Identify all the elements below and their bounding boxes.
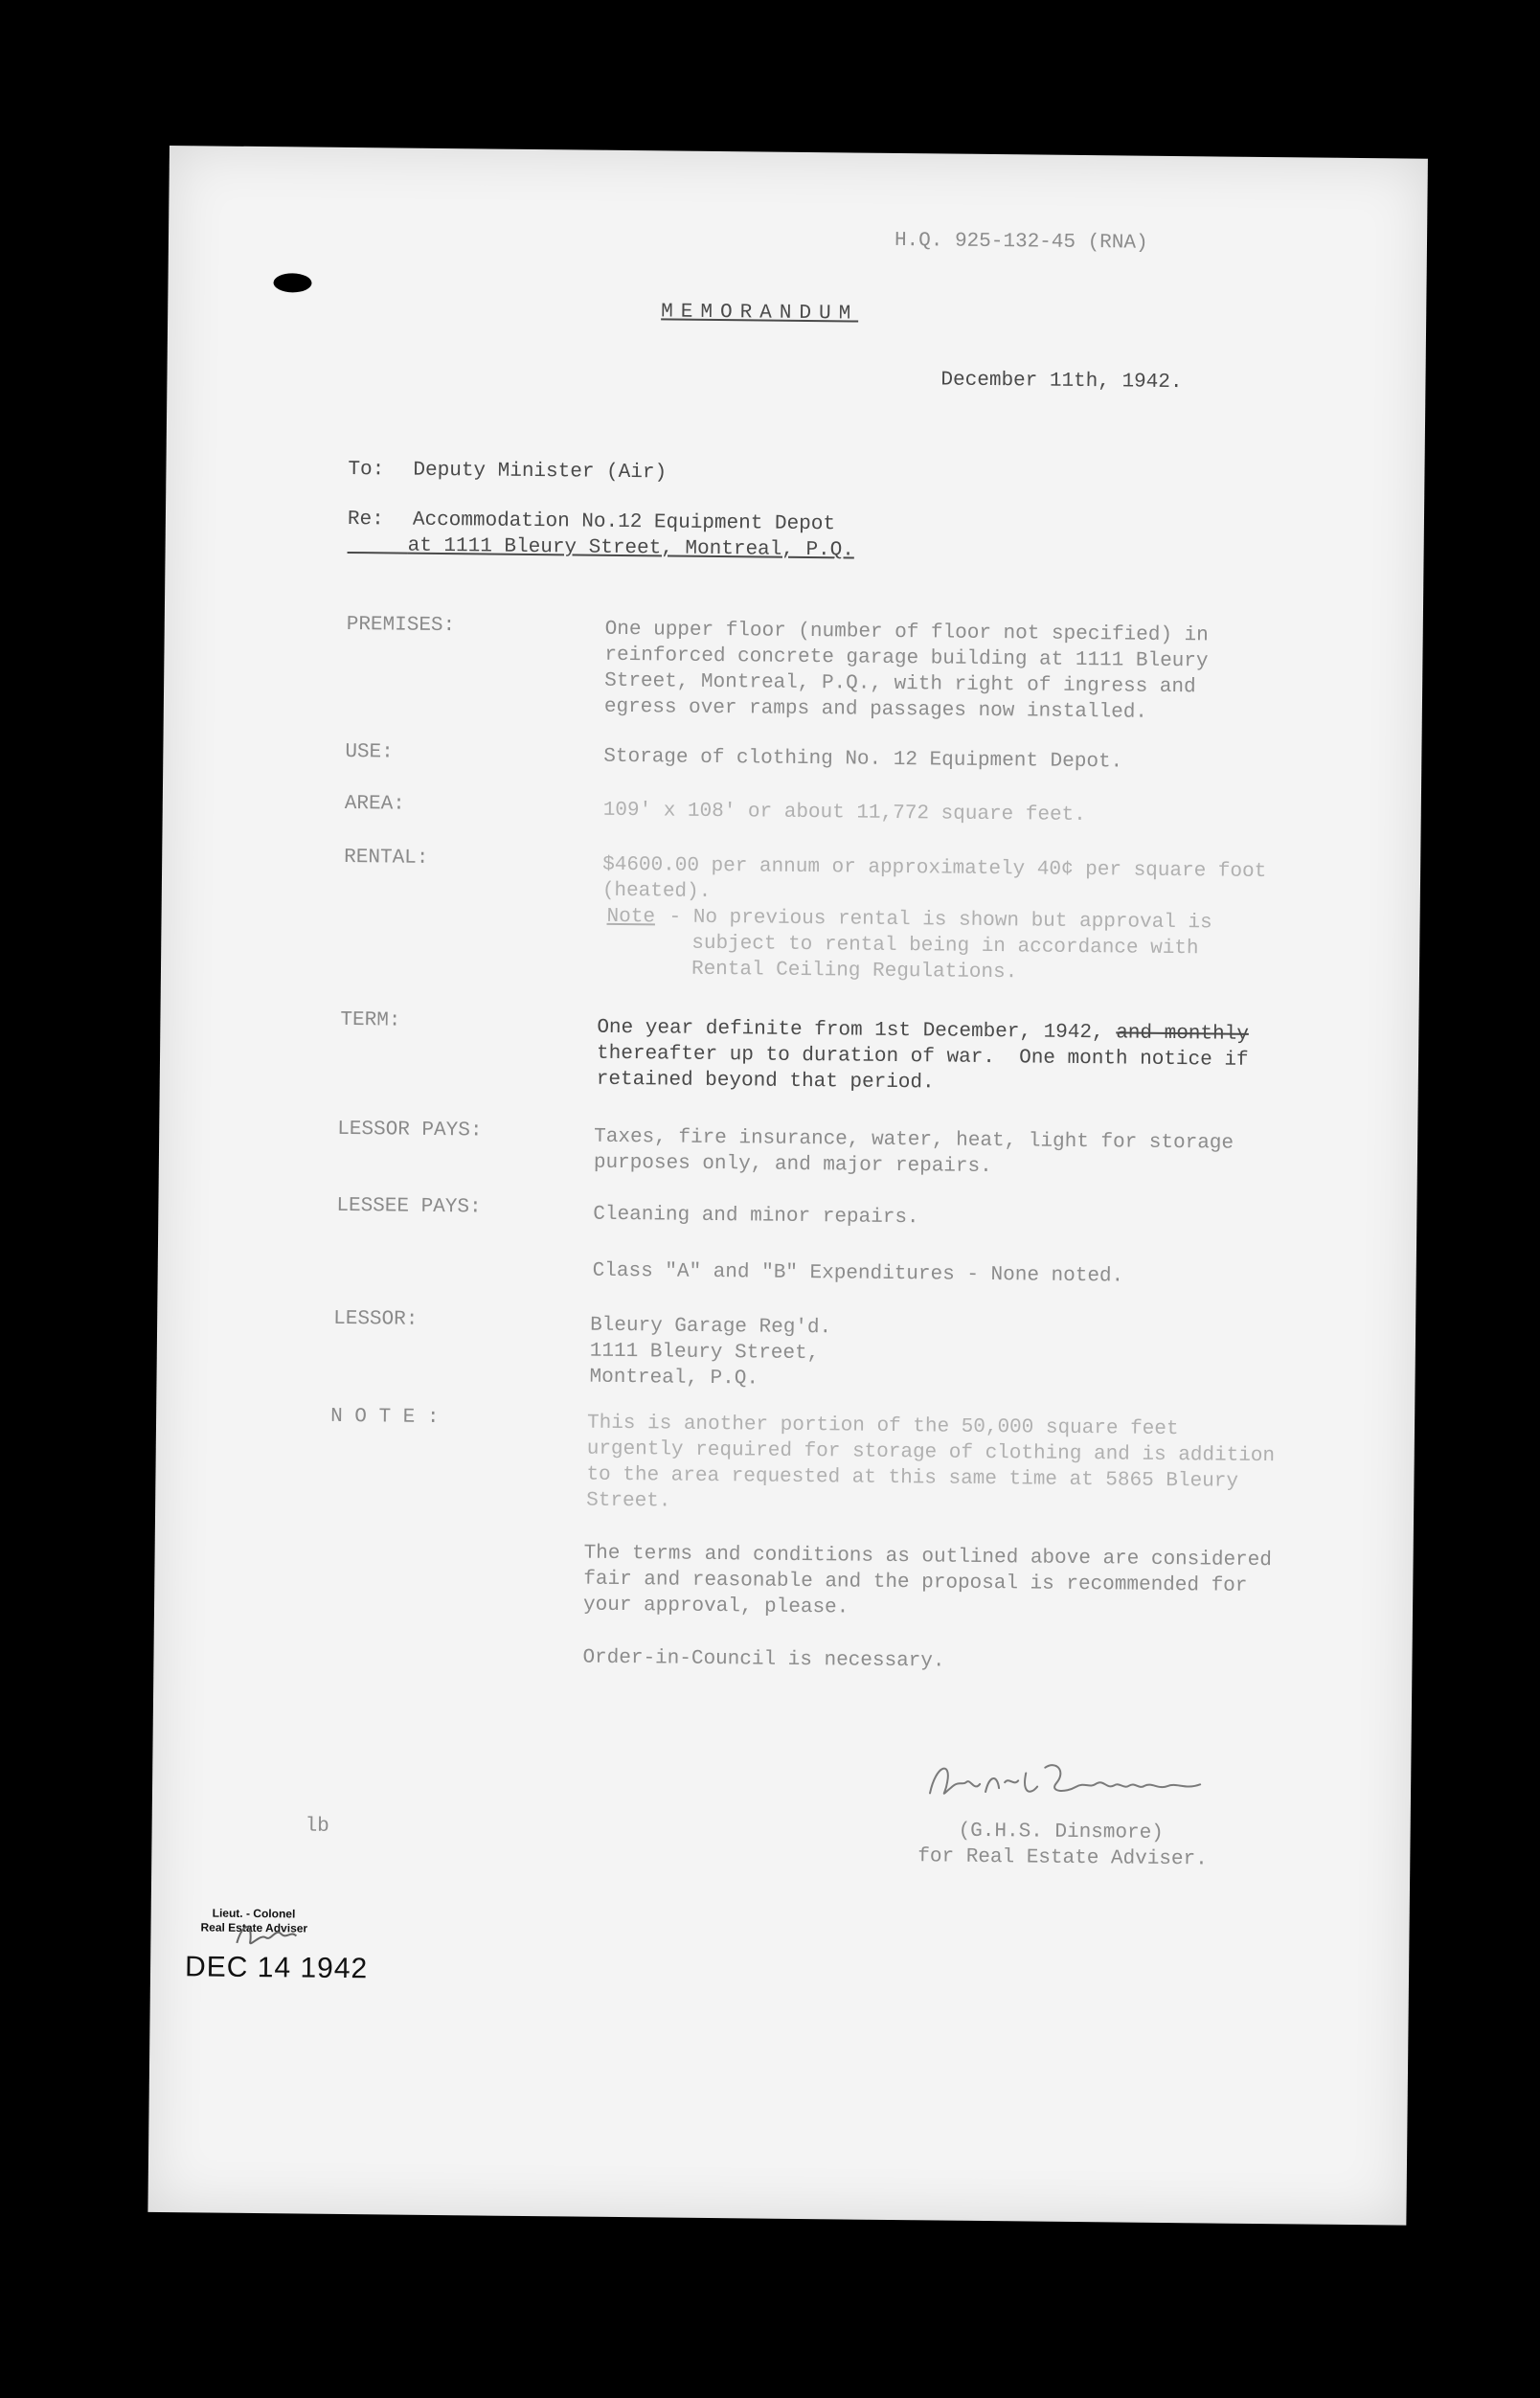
lessor-label: LESSOR:	[333, 1307, 419, 1331]
expenditures-line: Class "A" and "B" Expenditures - None noted.	[592, 1259, 1124, 1288]
lessor-pays-line-1: Taxes, fire insurance, water, heat, light for storage	[594, 1125, 1234, 1155]
premises-line-1: One upper floor (number of floor not specified) in	[604, 618, 1209, 647]
term-label: TERM:	[340, 1008, 401, 1032]
lessor-line-1: Bleury Garage Reg'd.	[590, 1314, 832, 1340]
stamp-rank: Lieut. - Colonel	[212, 1906, 296, 1921]
signatory-title: for Real Estate Adviser.	[917, 1845, 1208, 1871]
re-line-2: at 1111 Bleury Street, Montreal, P.Q.	[407, 534, 855, 562]
note-line-1: This is another portion of the 50,000 square feet	[586, 1412, 1179, 1441]
rental-note-line-1: - No previous rental is shown but approval is	[668, 906, 1212, 935]
note-line-4: Street.	[586, 1489, 671, 1513]
use-label: USE:	[345, 740, 394, 764]
closing-line-2: fair and reasonable and the proposal is recommended for	[583, 1568, 1248, 1597]
rental-note-word: Note	[606, 905, 656, 929]
lessor-line-2: 1111 Bleury Street,	[589, 1340, 820, 1366]
to-value: Deputy Minister (Air)	[413, 459, 668, 485]
premises-line-4: egress over ramps and passages now installed.	[603, 695, 1148, 724]
memo-page	[147, 146, 1428, 2226]
closing-line-1: The terms and conditions as outlined above are considered	[583, 1542, 1273, 1572]
rental-note-line-2: subject to rental being in accordance with	[691, 932, 1199, 961]
signatory-name: (G.H.S. Dinsmore)	[958, 1820, 1164, 1844]
rental-note-line-3: Rental Ceiling Regulations.	[691, 958, 1018, 984]
ink-blot	[273, 273, 311, 292]
stamp-date: DEC 14 1942	[184, 1951, 369, 1985]
stamp-initials-scrawl	[233, 1916, 300, 1952]
use-value: Storage of clothing No. 12 Equipment Depot.	[603, 745, 1123, 774]
premises-label: PREMISES:	[346, 613, 456, 638]
handwritten-signature	[922, 1753, 1220, 1813]
memo-date: December 11th, 1942.	[940, 369, 1183, 395]
term-line-1: One year definite from 1st December, 1942, and monthly	[597, 1016, 1249, 1046]
term-line-3: retained beyond that period.	[596, 1068, 935, 1095]
area-label: AREA:	[344, 792, 405, 816]
typist-initials: lb	[305, 1815, 329, 1838]
order-in-council-line: Order-in-Council is necessary.	[582, 1646, 945, 1673]
note-line-2: urgently required for storage of clothing and is addition	[586, 1437, 1276, 1468]
lessee-pays-value: Cleaning and minor repairs.	[593, 1203, 919, 1230]
to-label: To:	[348, 458, 385, 482]
note-label: N O T E :	[329, 1405, 440, 1430]
term-line-2: thereafter up to duration of war. One month notice if	[596, 1042, 1249, 1072]
lessor-pays-line-2: purposes only, and major repairs.	[593, 1151, 992, 1179]
lessor-line-3: Montreal, P.Q.	[589, 1366, 759, 1391]
closing-line-3: your approval, please.	[582, 1594, 849, 1619]
note-line-3: to the area requested at this same time at 5865 Bleury	[586, 1463, 1239, 1493]
rental-label: RENTAL:	[344, 846, 429, 870]
lessee-pays-label: LESSEE PAYS:	[336, 1194, 482, 1219]
stamp-title: Real Estate Adviser	[200, 1920, 308, 1935]
premises-line-3: Street, Montreal, P.Q., with right of ingress and	[604, 669, 1196, 699]
file-reference: H.Q. 925-132-45 (RNA)	[894, 229, 1148, 255]
memo-heading: MEMORANDUM	[661, 301, 859, 326]
lessor-pays-label: LESSOR PAYS:	[337, 1118, 483, 1142]
rental-line-2: (heated).	[601, 879, 712, 903]
re-line-1: Accommodation No.12 Equipment Depot	[412, 509, 836, 536]
re-label: Re:	[347, 508, 384, 532]
area-value: 109' x 108' or about 11,772 square feet.	[602, 799, 1086, 827]
premises-line-2: reinforced concrete garage building at 1111 Bleury	[604, 644, 1209, 673]
rental-line-1: $4600.00 per annum or approximately 40¢ per square foot	[602, 853, 1267, 884]
